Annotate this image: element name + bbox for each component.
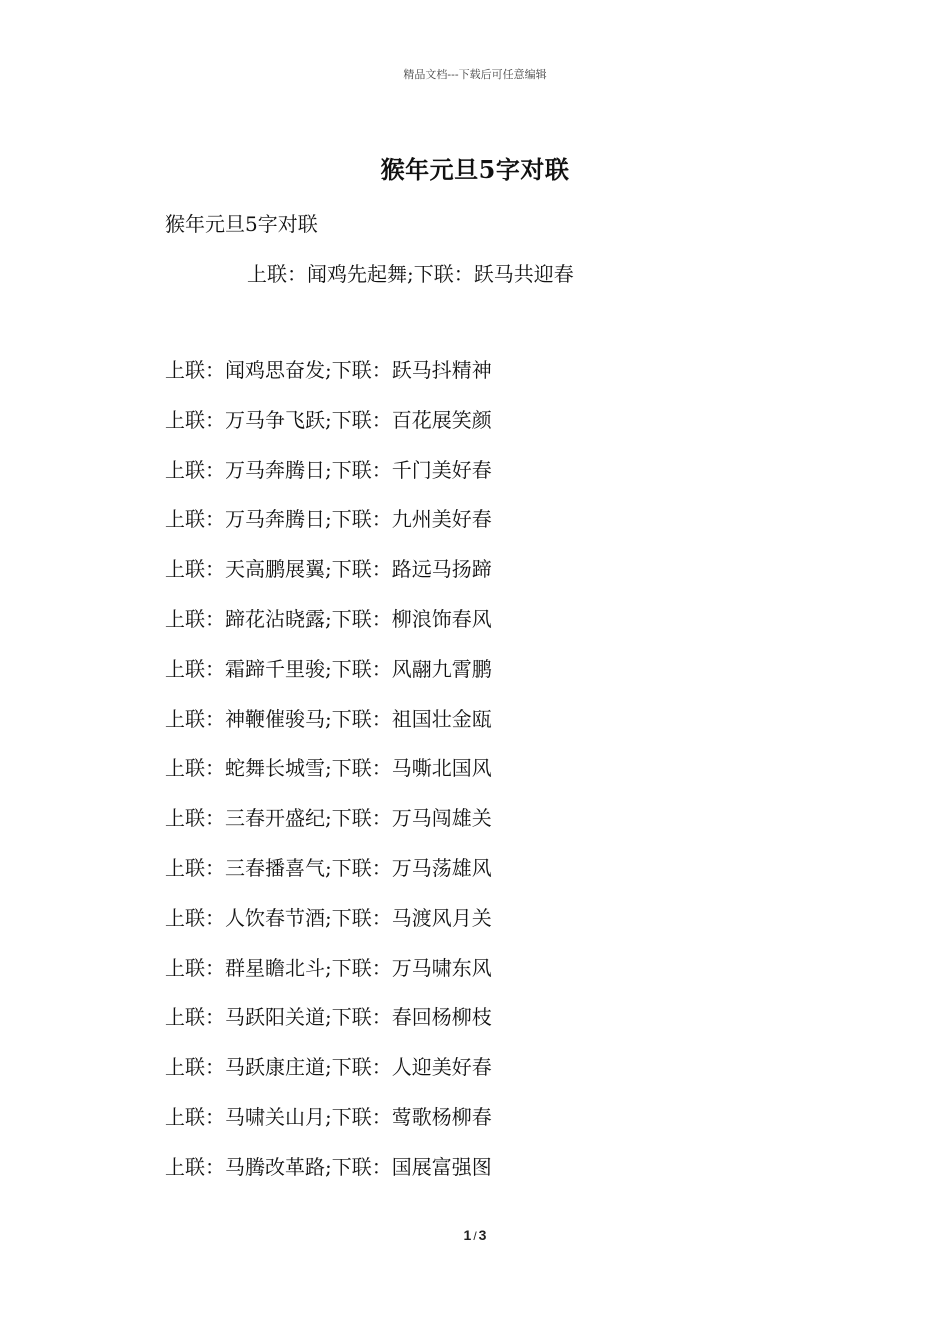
couplet-item: 上联：神鞭催骏马;下联：祖国壮金瓯 [165, 706, 492, 731]
couplet-item: 上联：马跃阳关道;下联：春回杨柳枝 [165, 1005, 492, 1030]
couplet-item: 上联：万马奔腾日;下联：九州美好春 [165, 507, 492, 532]
couplet-item: 上联：马啸关山月;下联：莺歌杨柳春 [165, 1104, 492, 1129]
document-subtitle: 猴年元旦5字对联 [165, 212, 318, 236]
couplet-item: 上联：闻鸡思奋发;下联：跃马抖精神 [165, 358, 492, 382]
page-number [0, 1227, 950, 1243]
page-header: 精品文档---下载后可任意编辑 [403, 68, 547, 81]
couplet-item: 上联：三春播喜气;下联：万马荡雄风 [165, 855, 492, 880]
first-couplet: 上联：闻鸡先起舞;下联：跃马共迎春 [247, 262, 574, 286]
couplet-item: 上联：天高鹏展翼;下联：路远马扬蹄 [165, 557, 492, 582]
document-title: 猴年元旦5字对联 [380, 155, 570, 184]
page-separator: / [473, 1229, 477, 1243]
page-current: 1 [463, 1227, 472, 1243]
couplet-item: 上联：万马奔腾日;下联：千门美好春 [165, 457, 492, 482]
couplet-item: 上联：马跃康庄道;下联：人迎美好春 [165, 1055, 492, 1080]
couplet-item: 上联：万马争飞跃;下联：百花展笑颜 [165, 407, 492, 432]
couplet-item: 上联：人饮春节酒;下联：马渡风月关 [165, 905, 492, 930]
couplet-list [165, 357, 492, 1204]
page-total: 3 [478, 1227, 487, 1243]
couplet-item: 上联：霜蹄千里骏;下联：风翮九霄鹏 [165, 656, 492, 681]
couplet-item: 上联：马腾改革路;下联：国展富强图 [165, 1154, 492, 1179]
couplet-item: 上联：三春开盛纪;下联：万马闯雄关 [165, 806, 492, 831]
couplet-item: 上联：蛇舞长城雪;下联：马嘶北国风 [165, 756, 492, 781]
couplet-item: 上联：群星瞻北斗;下联：万马啸东风 [165, 955, 492, 980]
couplet-item: 上联：蹄花沾晓露;下联：柳浪饰春风 [165, 606, 492, 631]
